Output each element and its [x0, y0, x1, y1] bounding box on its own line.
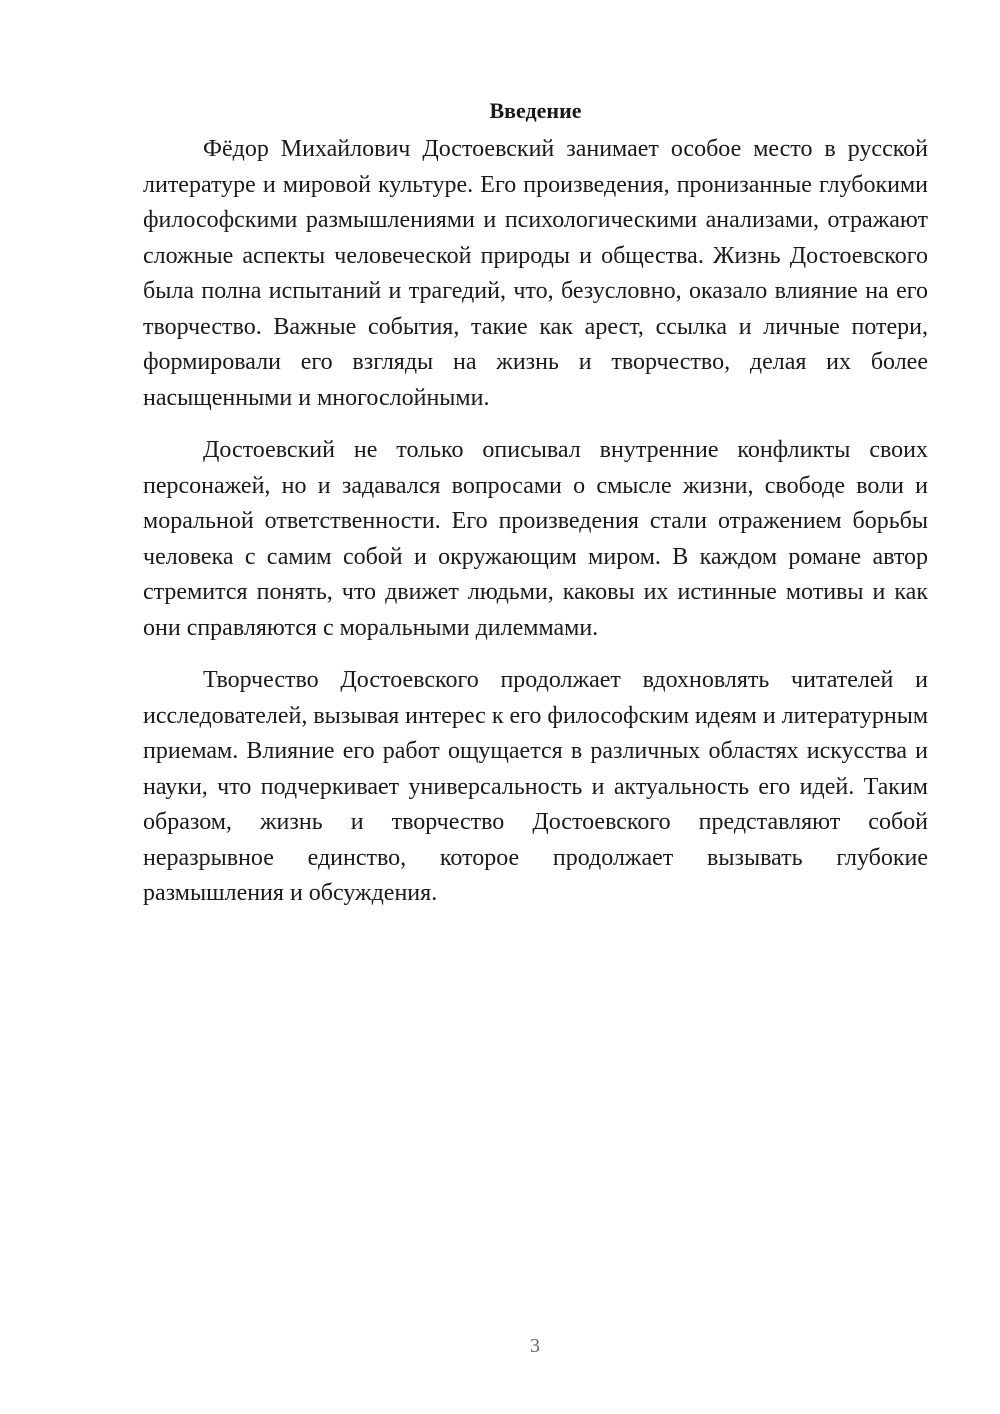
page-content [143, 96, 928, 929]
section-title: Введение [489, 98, 582, 123]
paragraph-1: Фёдор Михайлович Достоевский занимает особое место в русской литературе и мировой культуре. Его произведения, пронизанные глубокими философскими размышлениями и психологическими анализами, отражают сложные аспекты человеческой природы и общества. Жизнь Достоевского была полна испытаний и трагедий, что, безусловно, оказало влияние на его творчество. Важные события, такие как арест, ссылка и личные потери, формировали его взгляды на жизнь и творчество, делая их более насыщенными и многослойными. [143, 136, 928, 411]
paragraph-3: Творчество Достоевского продолжает вдохновлять читателей и исследователей, вызывая интерес к его философским идеям и литературным приемам. Влияние его работ ощущается в различных областях искусства и науки, что подчеркивает универсальность и актуальность его идей. Таким образом, жизнь и творчество Достоевского представляют собой неразрывное единство, которое продолжает вызывать глубокие размышления и обсуждения. [143, 667, 929, 906]
page-number: 3 [530, 1335, 540, 1357]
paragraph-2: Достоевский не только описывал внутренние конфликты своих персонажей, но и задавался вопросами о смысле жизни, свободе воли и моральной ответственности. Его произведения стали отражением борьбы человека с самим собой и окружающим миром. В каждом романе автор стремится понять, что движет людьми, каковы их истинные мотивы и как они справляются с моральными дилеммами. [143, 437, 928, 641]
